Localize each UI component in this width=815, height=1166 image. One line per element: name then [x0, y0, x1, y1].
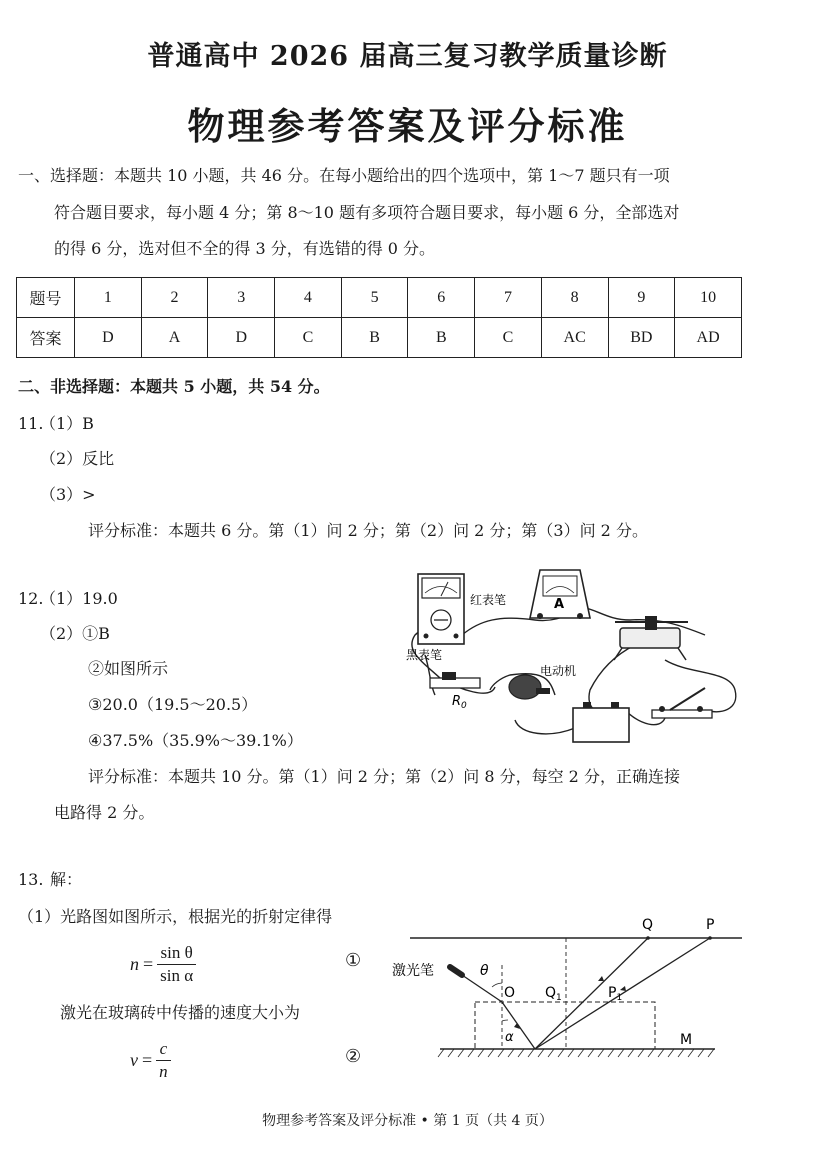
q13-speed-text: 激光在玻璃砖中传播的速度大小为: [60, 1003, 301, 1022]
q11-part1: （1）B: [40, 414, 94, 433]
table-cell: 9: [608, 278, 675, 318]
section1-line2: 符合题目要求，每小题 4 分；第 8～10 题有多项符合题目要求，每小题 6 分，全部选对: [54, 203, 680, 222]
table-cell: 5: [341, 278, 408, 318]
eq2-numerator: c: [156, 1039, 171, 1061]
table-row: [17, 318, 742, 358]
table-cell: B: [408, 318, 475, 358]
motor-icon: [509, 675, 550, 699]
page-footer: 物理参考答案及评分标准 • 第 1 页（共 4 页）: [262, 1113, 553, 1129]
q12-scoring-line1: 评分标准：本题共 10 分。第（1）问 2 分；第（2）问 8 分，每空 2 分，正确连接: [88, 767, 680, 786]
switch-icon: [652, 688, 712, 718]
label-p1: $P_1$: [608, 985, 623, 1003]
table-cell: 2: [141, 278, 208, 318]
label-q: Q: [642, 917, 654, 933]
eq2-lhs: v: [130, 1049, 138, 1070]
section2-heading: 二、非选择题：本题共 5 小题，共 54 分。: [18, 377, 330, 396]
q12-part2: （2）①B: [40, 624, 110, 643]
q13-number: 13.: [18, 870, 44, 889]
ammeter-label: A: [554, 597, 565, 612]
equation-2: [130, 1036, 171, 1084]
red-lead-label: 红表笔: [470, 593, 507, 607]
table-cell: 7: [475, 278, 542, 318]
eq1-tag: ①: [345, 950, 362, 971]
q12-part1: （1）19.0: [40, 589, 118, 608]
eq1-equals: =: [143, 953, 154, 974]
q12-sub2: ②如图所示: [88, 659, 169, 678]
q12-sub4: ④37.5%（35.9%～39.1%）: [88, 731, 303, 750]
ground-hatch: [438, 1049, 714, 1057]
laser-pen-icon: [450, 967, 462, 975]
rheostat: [614, 616, 688, 660]
table-cell: A: [141, 318, 208, 358]
multimeter: [418, 574, 464, 644]
resistor-label: $R_0$: [452, 694, 467, 711]
document-subtitle: 物理参考答案及评分标准: [187, 104, 628, 148]
q11-number: 11.: [18, 414, 44, 433]
q12-number: 12.: [18, 589, 44, 608]
theta-arc: [492, 983, 502, 987]
motor-label: 电动机: [540, 664, 577, 678]
circuit-diagram: [400, 560, 750, 750]
point-p: [708, 936, 712, 940]
table-cell: 1: [75, 278, 142, 318]
table-cell: AC: [541, 318, 608, 358]
section1-line1: 一、选择题：本题共 10 小题，共 46 分。在每小题给出的四个选项中，第 1～7 题只有一项: [18, 166, 670, 185]
eq1-fraction: [157, 943, 196, 986]
eq2-equals: =: [142, 1049, 153, 1070]
q12-scoring-line2: 电路得 2 分。: [54, 803, 155, 822]
table-cell: 4: [275, 278, 342, 318]
q11-part2: （2）反比: [40, 449, 115, 468]
document-title: 普通高中 2026 届高三复习教学质量诊断: [147, 41, 668, 72]
answer-table: [16, 277, 742, 358]
label-q1: $Q_1$: [545, 985, 562, 1003]
table-cell: 6: [408, 278, 475, 318]
battery-icon: [573, 702, 629, 742]
label-laser: 激光笔: [392, 963, 434, 979]
eq1-denominator: sin α: [160, 965, 194, 985]
table-cell: B: [341, 318, 408, 358]
label-m: M: [680, 1032, 693, 1048]
arrow-icon: [620, 986, 626, 991]
table-cell: BD: [608, 318, 675, 358]
table-header-cell: 题号: [17, 278, 75, 318]
eq2-tag: ②: [345, 1046, 362, 1067]
table-cell: AD: [675, 318, 742, 358]
arrow-icon: [598, 976, 604, 981]
q13-solve: 解：: [50, 870, 83, 889]
label-theta: θ: [480, 963, 489, 979]
q11-part3: （3）>: [40, 485, 96, 504]
q13-part1-text: （1）光路图如图所示，根据光的折射定律得: [18, 907, 333, 926]
eq2-denominator: n: [159, 1061, 168, 1081]
equation-1: [130, 940, 196, 988]
resistor: [430, 672, 480, 688]
eq1-lhs: n: [130, 953, 139, 974]
alpha-arc: [502, 1020, 508, 1021]
q11-scoring: 评分标准：本题共 6 分。第（1）问 2 分；第（2）问 2 分；第（3）问 2 分。: [88, 521, 648, 540]
label-o: O: [504, 985, 516, 1001]
table-cell: C: [475, 318, 542, 358]
table-cell: 8: [541, 278, 608, 318]
optics-diagram: [380, 905, 760, 1065]
table-header-cell: 答案: [17, 318, 75, 358]
eq1-numerator: sin θ: [157, 943, 196, 965]
label-alpha: α: [505, 1030, 514, 1045]
point-q: [646, 936, 650, 940]
incident-ray: [462, 975, 502, 1002]
table-row: [17, 278, 742, 318]
eq2-fraction: [156, 1039, 171, 1082]
table-cell: 3: [208, 278, 275, 318]
label-p: P: [706, 917, 715, 933]
table-cell: D: [208, 318, 275, 358]
table-cell: D: [75, 318, 142, 358]
table-cell: 10: [675, 278, 742, 318]
section1-line3: 的得 6 分，选对但不全的得 3 分，有选错的得 0 分。: [54, 239, 436, 258]
table-cell: C: [275, 318, 342, 358]
black-lead-label: 黑表笔: [406, 648, 443, 662]
q12-sub3: ③20.0（19.5～20.5）: [88, 695, 258, 714]
